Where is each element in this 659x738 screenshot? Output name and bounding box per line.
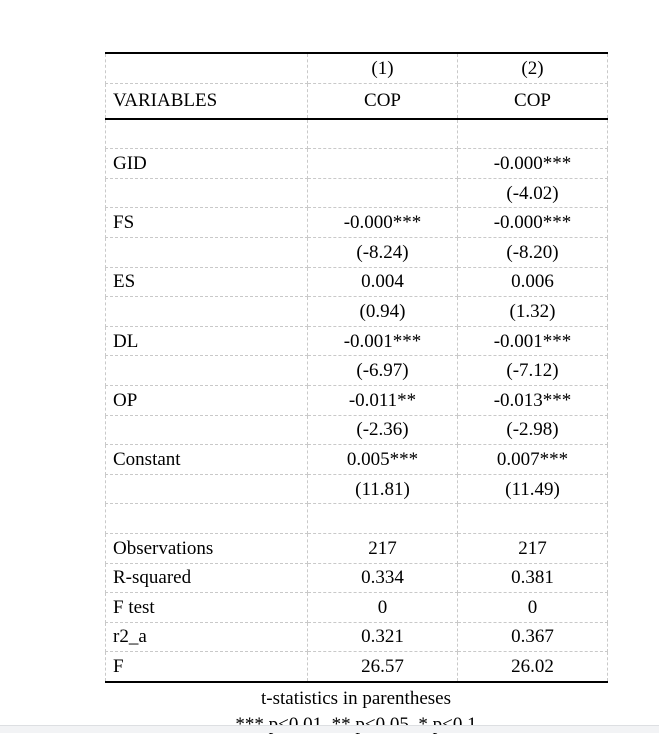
row-label: OP bbox=[106, 385, 308, 415]
model2-cell: -0.013*** bbox=[458, 385, 608, 415]
model1-depvar-header: COP bbox=[308, 83, 458, 119]
row-label: FS bbox=[106, 208, 308, 238]
row-label: DL bbox=[106, 326, 308, 356]
model1-cell bbox=[308, 504, 458, 534]
model2-cell: 0.367 bbox=[458, 622, 608, 652]
table-row bbox=[106, 149, 608, 179]
row-label bbox=[106, 297, 308, 327]
model2-number: (2) bbox=[458, 53, 608, 83]
table-row bbox=[106, 474, 608, 504]
row-label bbox=[106, 237, 308, 267]
table-row bbox=[106, 504, 608, 534]
table-row bbox=[106, 563, 608, 593]
column-header-row bbox=[106, 83, 608, 119]
model-number-row bbox=[106, 53, 608, 83]
table-row bbox=[106, 326, 608, 356]
table-row bbox=[106, 445, 608, 475]
row-label: Constant bbox=[106, 445, 308, 475]
table-row bbox=[106, 297, 608, 327]
model1-cell: -0.001*** bbox=[308, 326, 458, 356]
row-label: r2_a bbox=[106, 622, 308, 652]
model2-cell: 0 bbox=[458, 593, 608, 623]
model2-cell bbox=[458, 119, 608, 149]
table-row bbox=[106, 119, 608, 149]
row-label bbox=[106, 356, 308, 386]
regression-table bbox=[105, 52, 608, 683]
table-row bbox=[106, 652, 608, 682]
table-row bbox=[106, 385, 608, 415]
table-body bbox=[106, 119, 608, 682]
model1-cell: 0.005*** bbox=[308, 445, 458, 475]
table-row bbox=[106, 415, 608, 445]
model1-cell: (-2.36) bbox=[308, 415, 458, 445]
model2-cell: (-8.20) bbox=[458, 237, 608, 267]
row-label: Observations bbox=[106, 533, 308, 563]
model2-cell: 0.006 bbox=[458, 267, 608, 297]
table-row bbox=[106, 267, 608, 297]
model1-number: (1) bbox=[308, 53, 458, 83]
row-label bbox=[106, 119, 308, 149]
model1-cell bbox=[308, 149, 458, 179]
table-row bbox=[106, 178, 608, 208]
table-row bbox=[106, 237, 608, 267]
row-label: ES bbox=[106, 267, 308, 297]
model2-cell: -0.000*** bbox=[458, 208, 608, 238]
model1-cell: 26.57 bbox=[308, 652, 458, 682]
model2-cell: 0.007*** bbox=[458, 445, 608, 475]
row-label: GID bbox=[106, 149, 308, 179]
tstat-note: t-statistics in parentheses bbox=[261, 687, 451, 709]
row-label: R-squared bbox=[106, 563, 308, 593]
model1-cell: (-8.24) bbox=[308, 237, 458, 267]
table-row bbox=[106, 356, 608, 386]
model1-cell bbox=[308, 119, 458, 149]
model1-cell: 217 bbox=[308, 533, 458, 563]
row-label: F bbox=[106, 652, 308, 682]
header-empty-cell bbox=[106, 53, 308, 83]
model1-cell: (0.94) bbox=[308, 297, 458, 327]
model1-cell: -0.000*** bbox=[308, 208, 458, 238]
table-row bbox=[106, 593, 608, 623]
regression-table-container bbox=[105, 52, 607, 738]
model1-cell: 0.334 bbox=[308, 563, 458, 593]
row-label bbox=[106, 178, 308, 208]
model2-cell: (1.32) bbox=[458, 297, 608, 327]
model2-cell: -0.001*** bbox=[458, 326, 608, 356]
model2-cell: 26.02 bbox=[458, 652, 608, 682]
row-label bbox=[106, 504, 308, 534]
model1-cell bbox=[308, 178, 458, 208]
table-row bbox=[106, 622, 608, 652]
model2-cell: (-2.98) bbox=[458, 415, 608, 445]
variables-header: VARIABLES bbox=[106, 83, 308, 119]
model1-cell: 0.004 bbox=[308, 267, 458, 297]
model2-cell: (-4.02) bbox=[458, 178, 608, 208]
window-bottom-edge bbox=[0, 725, 659, 733]
model1-cell: (11.81) bbox=[308, 474, 458, 504]
model2-cell: (11.49) bbox=[458, 474, 608, 504]
table-row bbox=[106, 208, 608, 238]
table-row bbox=[106, 533, 608, 563]
row-label: F test bbox=[106, 593, 308, 623]
model2-cell: 217 bbox=[458, 533, 608, 563]
model1-cell: (-6.97) bbox=[308, 356, 458, 386]
row-label bbox=[106, 415, 308, 445]
model1-cell: 0.321 bbox=[308, 622, 458, 652]
model2-cell: 0.381 bbox=[458, 563, 608, 593]
model2-cell: -0.000*** bbox=[458, 149, 608, 179]
model2-cell: (-7.12) bbox=[458, 356, 608, 386]
model1-cell: 0 bbox=[308, 593, 458, 623]
row-label bbox=[106, 474, 308, 504]
model1-cell: -0.011** bbox=[308, 385, 458, 415]
model2-depvar-header: COP bbox=[458, 83, 608, 119]
model2-cell bbox=[458, 504, 608, 534]
